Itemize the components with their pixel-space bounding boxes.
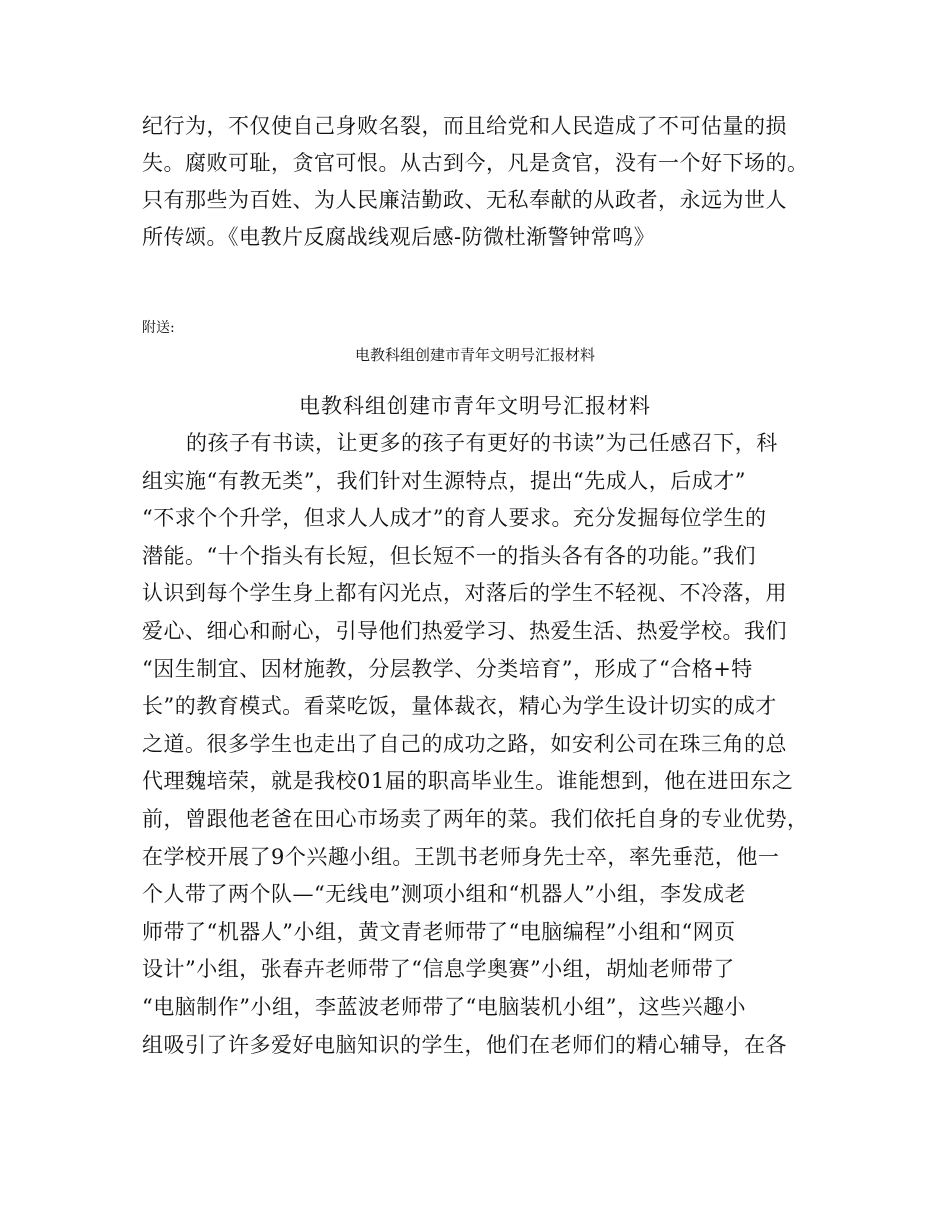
main-title: 电教科组创建市青年文明号汇报材料 <box>299 394 651 418</box>
body-line: 的孩子有书读，让更多的孩子有更好的书读”为己任感召下，科 <box>186 431 778 455</box>
small-title: 电教科组创建市青年文明号汇报材料 <box>354 346 595 364</box>
intro-line: 只有那些为百姓、为人民廉洁勤政、无私奉献的从政者，永远为世人 <box>142 188 787 212</box>
intro-line: 纪行为，不仅使自己身败名裂，而且给党和人民造成了不可估量的损 <box>142 114 787 138</box>
body-line: 之道。很多学生也走出了自己的成功之路，如安利公司在珠三角的总 <box>142 731 787 756</box>
body-line: 前，曾跟他老爸在田心市场卖了两年的菜。我们依托自身的专业优势， <box>142 806 809 831</box>
body-line: “电脑制作”小组，李蓝波老师带了“电脑装机小组”，这些兴趣小 <box>142 994 746 1019</box>
body-line: 长”的教育模式。看菜吃饭，量体裁衣，精心为学生设计切实的成才 <box>142 694 777 719</box>
body-line: 个人带了两个队—“无线电”测项小组和“机器人”小组，李发成老 <box>142 882 746 907</box>
intro-line: 失。腐败可耻，贪官可恨。从古到今，凡是贪官，没有一个好下场的。 <box>142 151 809 175</box>
body-line: 在学校开展了9个兴趣小组。王凯书老师身先士卒，率先垂范，他一 <box>142 844 780 869</box>
body-line: “因生制宜、因材施教，分层教学、分类培育”，形成了“合格+特 <box>142 656 753 681</box>
intro-line: 所传颂。《电教片反腐战线观后感-防微杜渐警钟常鸣》 <box>142 225 656 249</box>
intro-paragraph <box>142 108 822 256</box>
body-line: “不求个个升学，但求人人成才”的育人要求。充分发掘每位学生的 <box>142 506 767 531</box>
body-line: 组实施“有教无类”，我们针对生源特点，提出“先成人，后成才” <box>142 468 746 493</box>
body-line: 组吸引了许多爱好电脑知识的学生，他们在老师们的精心辅导，在各 <box>142 1032 787 1057</box>
body-line: 设计”小组，张春卉老师带了“信息学奥赛”小组，胡灿老师带了 <box>142 957 735 982</box>
body-line: 代理魏培荣，就是我校01届的职高毕业生。谁能想到，他在进田东之 <box>142 769 794 794</box>
body-line: 师带了“机器人”小组，黄文青老师带了“电脑编程”小组和“网页 <box>142 919 736 944</box>
body-line: 潜能。“十个指头有长短，但长短不一的指头各有各的功能。”我们 <box>142 543 756 568</box>
body-line: 爱心、细心和耐心，引导他们热爱学习、热爱生活、热爱学校。我们 <box>142 618 787 643</box>
body-line: 认识到每个学生身上都有闪光点，对落后的学生不轻视、不冷落，用 <box>142 581 787 606</box>
appendix-label: 附送: <box>142 320 175 336</box>
body-paragraph <box>142 425 822 1064</box>
